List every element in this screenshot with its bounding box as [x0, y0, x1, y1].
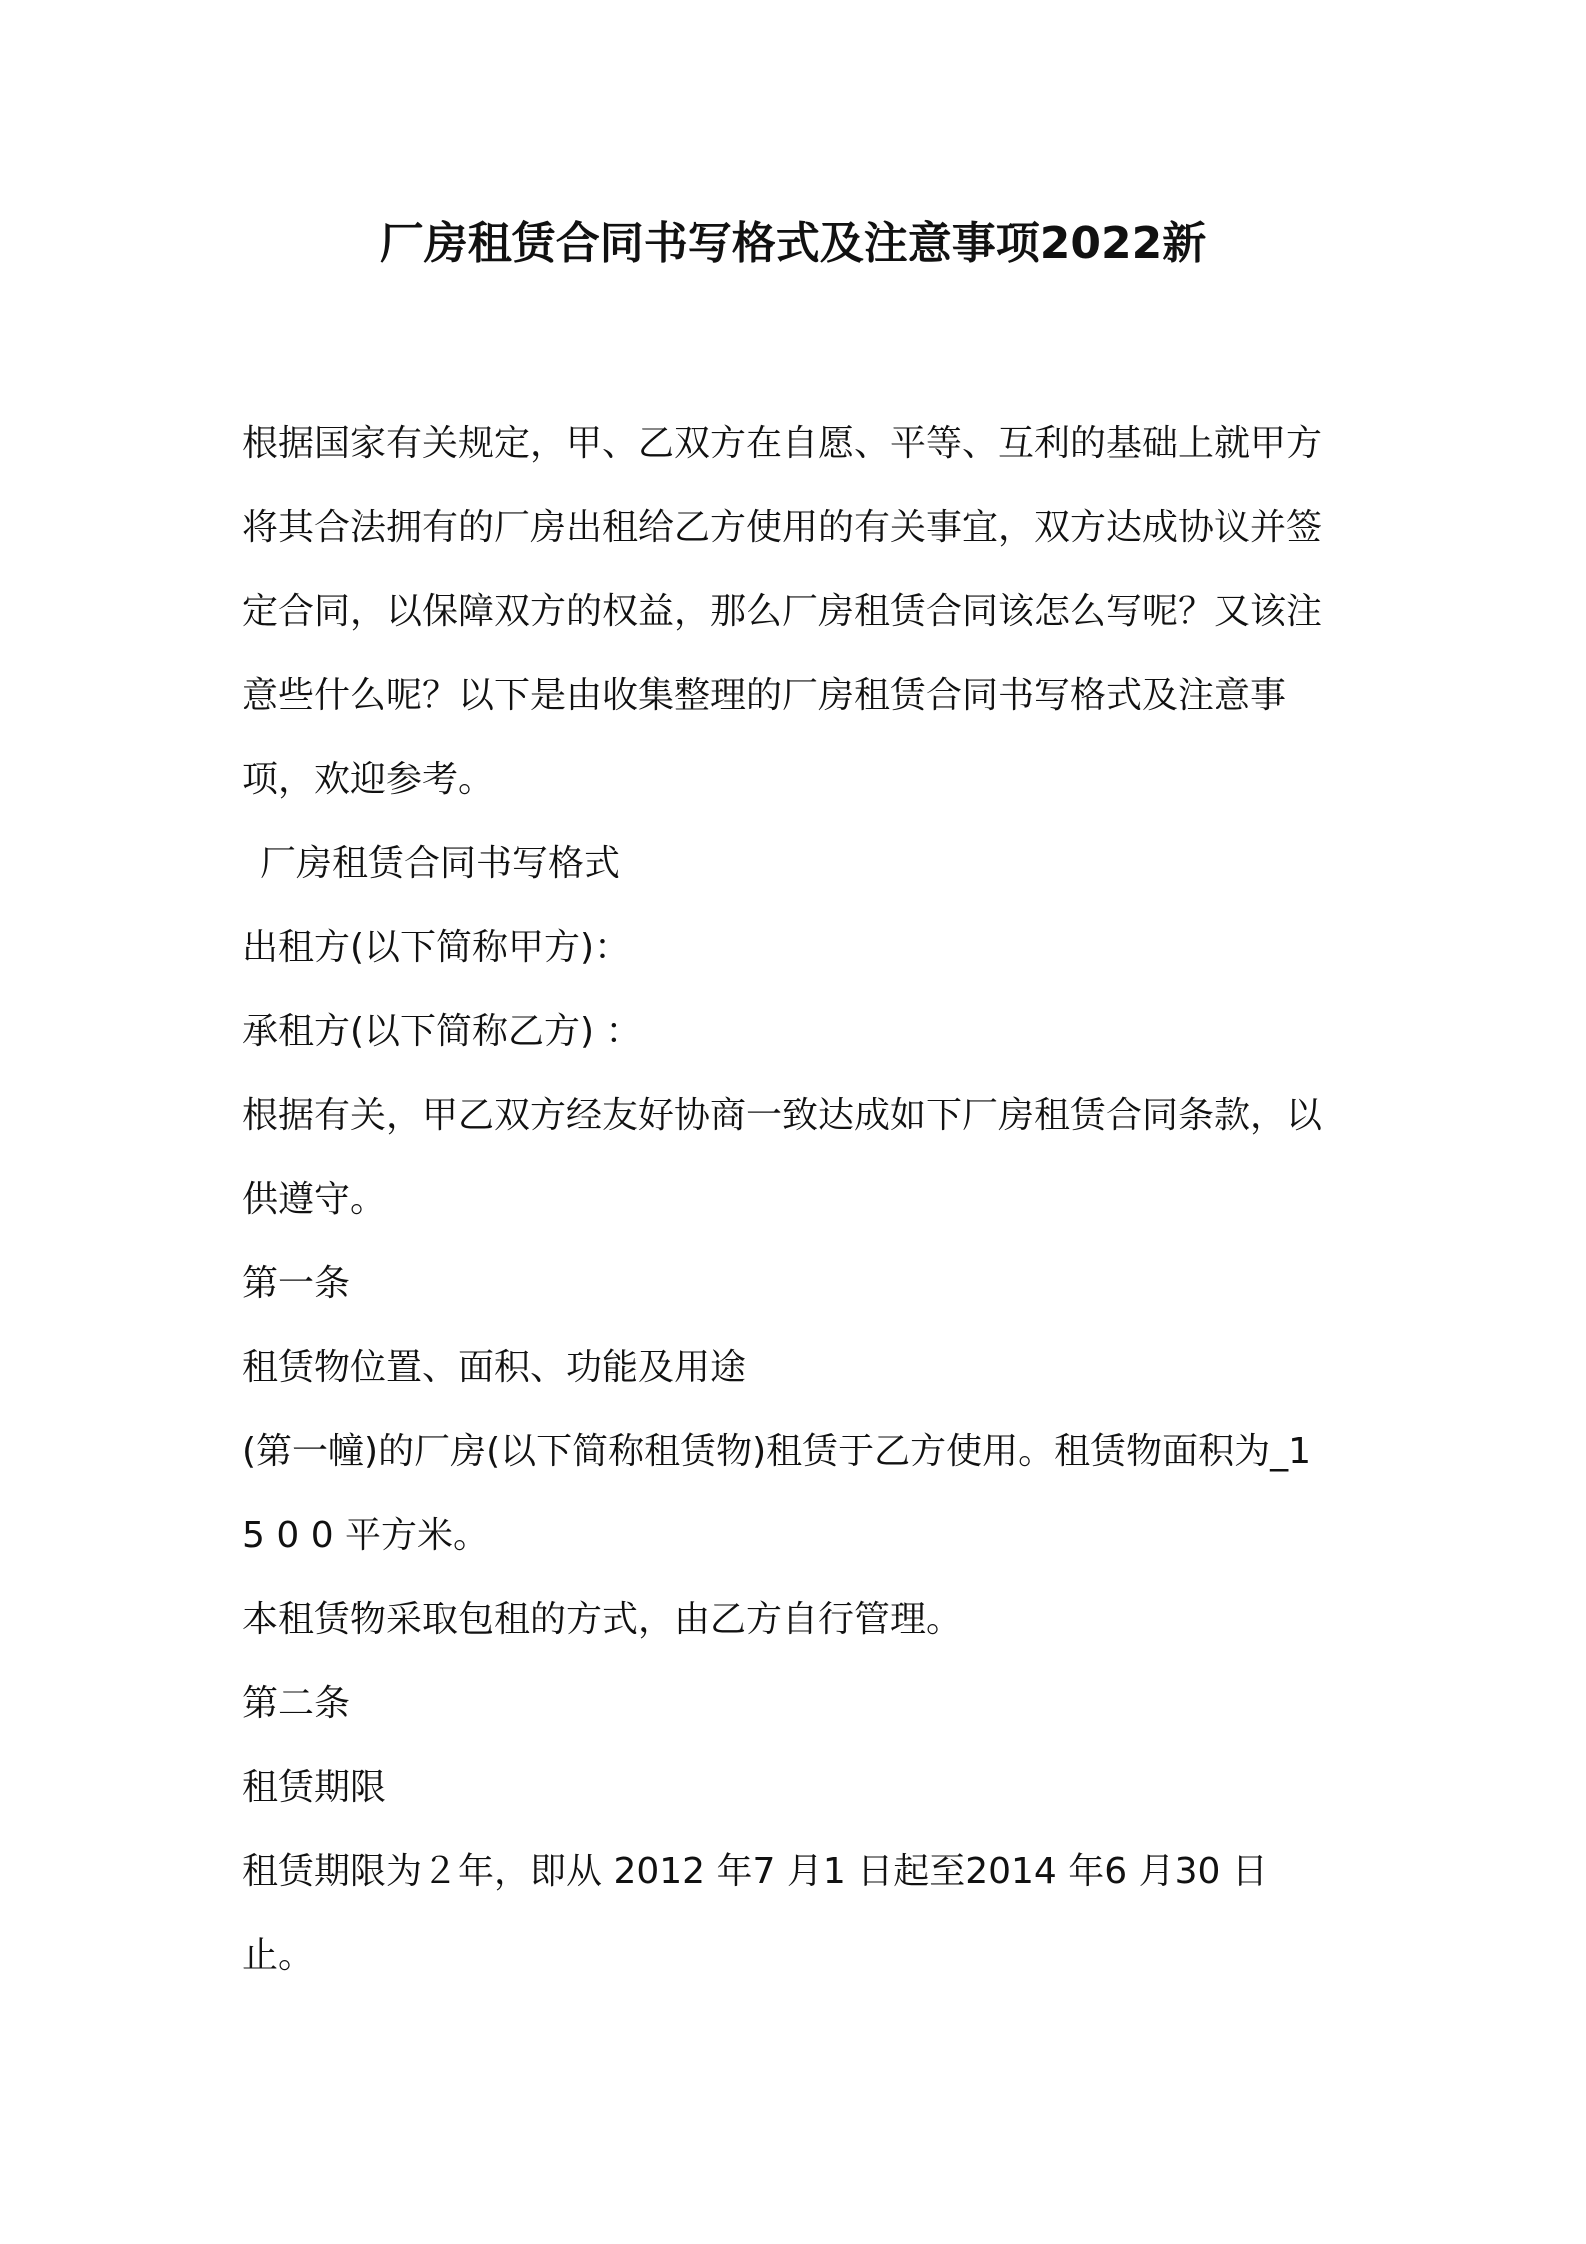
party-b-line: 承租方(以下简称乙方) ：	[242, 1011, 642, 1052]
document-title: 厂房租赁合同书写格式及注意事项2022新	[379, 218, 1207, 269]
paragraph-line: 项，欢迎参考。	[242, 759, 495, 800]
paragraph-line: 租赁期限为２年，即从 2012 年7 月1 日起至2014 年6 月30 日	[242, 1851, 1268, 1892]
paragraph-line: 止。	[242, 1935, 315, 1976]
paragraph-line: 供遵守。	[242, 1179, 387, 1220]
party-a-line: 出租方(以下简称甲方)：	[242, 927, 631, 968]
document-body	[242, 402, 1362, 1998]
section-heading: 厂房租赁合同书写格式	[260, 843, 621, 884]
article-subtitle: 租赁物位置、面积、功能及用途	[242, 1347, 747, 1388]
article-heading: 第一条	[242, 1263, 351, 1304]
paragraph-line: 意些什么呢？以下是由收集整理的厂房租赁合同书写格式及注意事	[242, 675, 1287, 716]
paragraph-line: 定合同，以保障双方的权益，那么厂房租赁合同该怎么写呢？又该注	[242, 591, 1323, 632]
paragraph-line: (第一幢)的厂房(以下简称租赁物)租赁于乙方使用。租赁物面积为_1	[242, 1431, 1312, 1472]
paragraph-line: 根据国家有关规定，甲、乙双方在自愿、平等、互利的基础上就甲方	[242, 423, 1323, 464]
article-subtitle: 租赁期限	[242, 1767, 387, 1808]
paragraph-line: 本租赁物采取包租的方式，由乙方自行管理。	[242, 1599, 963, 1640]
paragraph-line: 5 0 0 平方米。	[242, 1515, 490, 1556]
article-heading: 第二条	[242, 1683, 351, 1724]
paragraph-line: 将其合法拥有的厂房出租给乙方使用的有关事宜，双方达成协议并签	[242, 507, 1323, 548]
paragraph-line: 根据有关，甲乙双方经友好协商一致达成如下厂房租赁合同条款，以	[242, 1095, 1323, 1136]
